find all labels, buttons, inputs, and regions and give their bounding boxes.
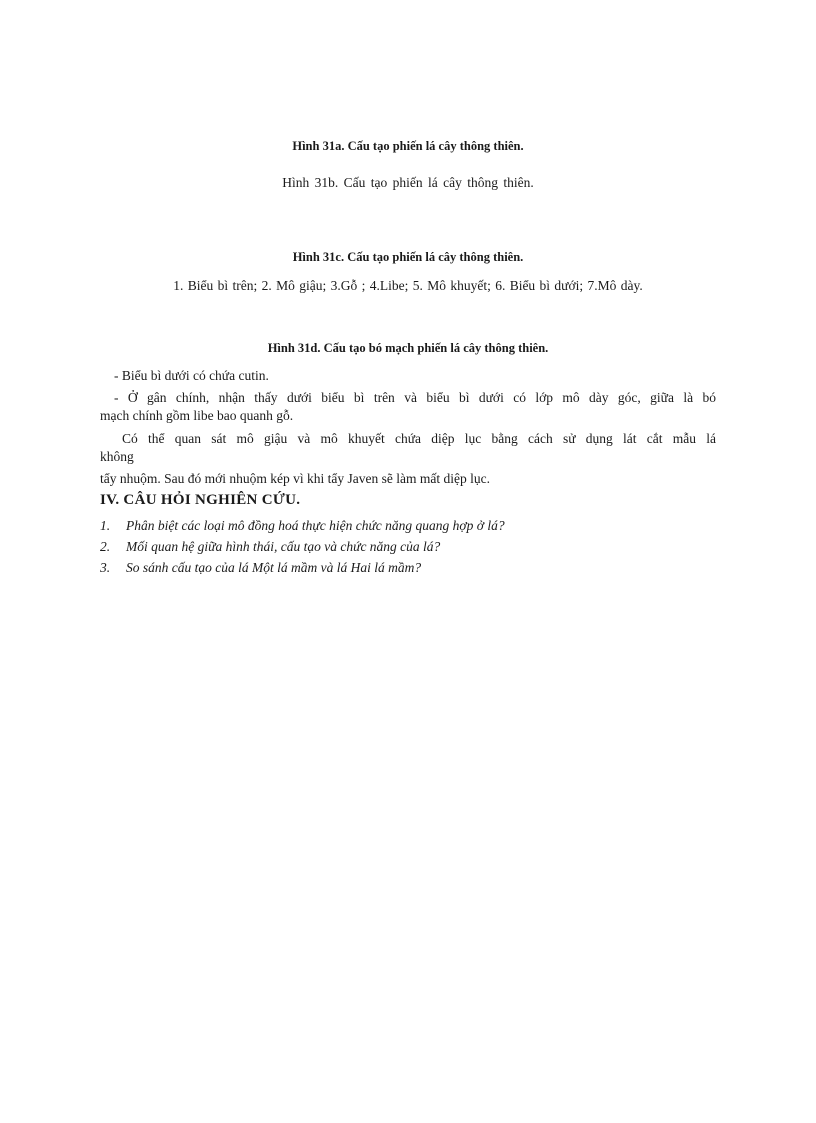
paragraph-cutin bbox=[114, 367, 716, 385]
question-number: 2. bbox=[100, 539, 111, 554]
figure-caption-31d: Hình 31d. Cấu tạo bó mạch phiến lá cây thông thiên. bbox=[267, 341, 549, 355]
paragraph-line: - Ở gân chính, nhận thấy dưới biểu bì trên và biểu bì dưới có lớp mô dày góc, giữa là bó bbox=[114, 390, 716, 405]
figure-caption-31b: Hình 31b. Cấu tạo phiến lá cây thông thiên. bbox=[282, 175, 534, 190]
paragraph-main-vein bbox=[100, 389, 716, 425]
paragraph-line: mạch chính gồm libe bao quanh gỗ. bbox=[100, 408, 294, 423]
paragraph-line: Có thể quan sát mô giậu và mô khuyết chứa diệp lục bằng cách sử dụng lát cắt mẫu lá bbox=[122, 431, 716, 446]
question-text: Phân biệt các loại mô đồng hoá thực hiện chức năng quang hợp ở lá? bbox=[126, 518, 505, 533]
figure-caption-31a: Hình 31a. Cấu tạo phiến lá cây thông thiên. bbox=[292, 139, 524, 153]
paragraph-line: không bbox=[100, 449, 134, 464]
paragraph-line: tẩy nhuộm. Sau đó mới nhuộm kép vì khi tẩy Javen sẽ làm mất diệp lục. bbox=[100, 471, 490, 486]
figure-legend-31c: 1. Biểu bì trên; 2. Mô giậu; 3.Gỗ ; 4.Libe; 5. Mô khuyết; 6. Biểu bì dưới; 7.Mô dày. bbox=[173, 278, 643, 293]
question-item bbox=[100, 515, 720, 536]
question-number: 3. bbox=[100, 560, 111, 575]
question-item bbox=[100, 557, 720, 578]
figure-caption-31c: Hình 31c. Cấu tạo phiến lá cây thông thiên. bbox=[292, 250, 524, 264]
question-text: Mối quan hệ giữa hình thái, cấu tạo và chức năng của lá? bbox=[126, 539, 441, 554]
paragraph-staining bbox=[100, 430, 716, 488]
paragraph-line: - Biểu bì dưới có chứa cutin. bbox=[114, 368, 269, 383]
question-list bbox=[100, 515, 720, 578]
question-item bbox=[100, 536, 720, 557]
section-heading: IV. CÂU HỎI NGHIÊN CỨU. bbox=[100, 492, 301, 508]
question-number: 1. bbox=[100, 518, 111, 533]
question-text: So sánh cấu tạo của lá Một lá mầm và lá Hai lá mầm? bbox=[126, 560, 422, 575]
